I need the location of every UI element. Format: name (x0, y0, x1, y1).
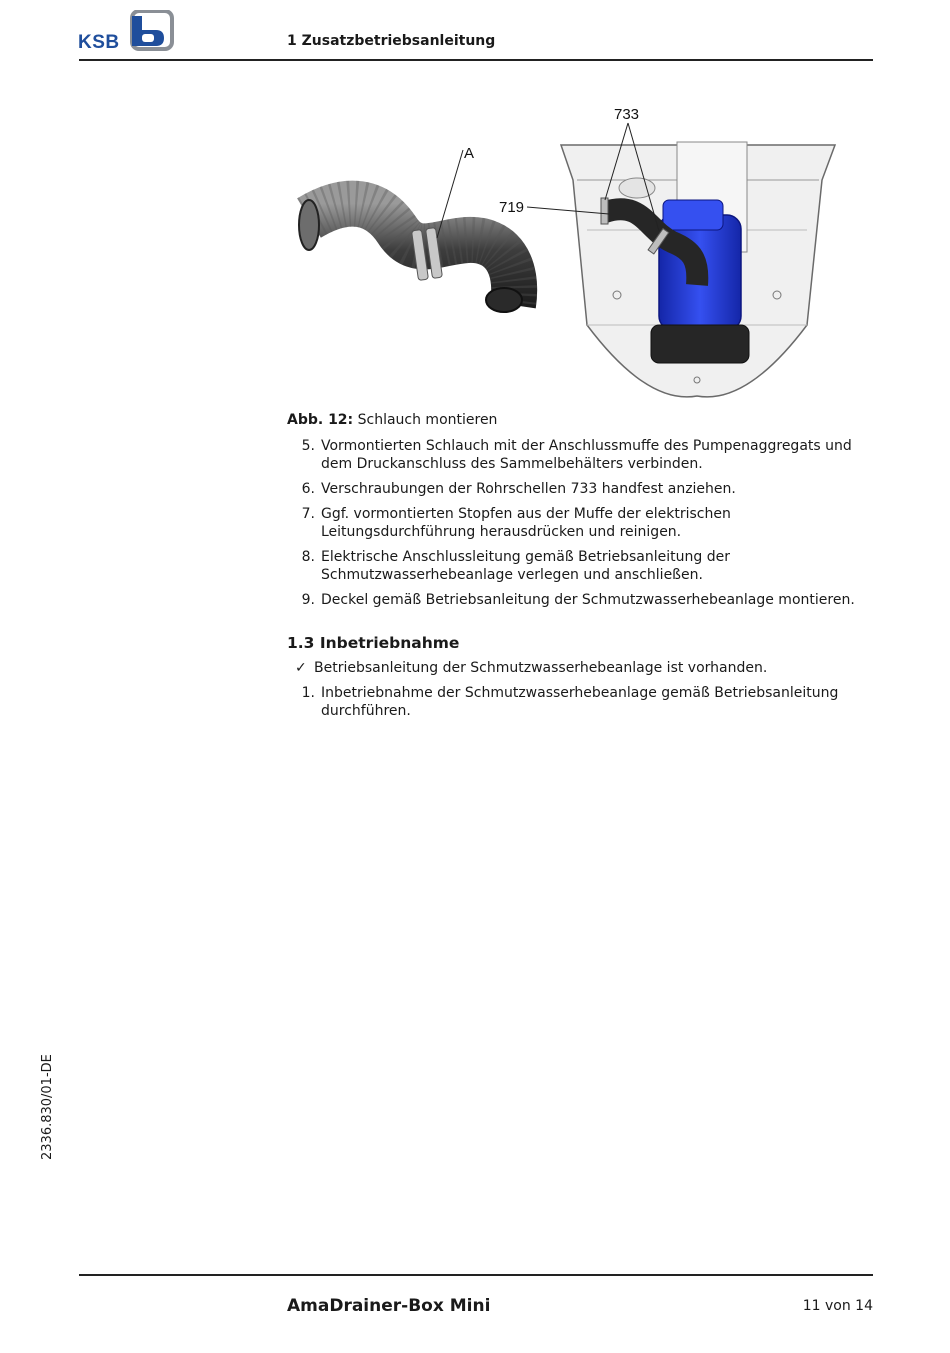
step-text: Elektrische Anschlussleitung gemäß Betriebsanleitung der Schmutzwasserhebeanlage verlegen und anschließen. (321, 549, 730, 583)
figure-caption (287, 412, 497, 428)
figure-hose-assembly (287, 100, 873, 402)
assembly-steps-list (287, 437, 887, 616)
step-text: Ggf. vormontierten Stopfen aus der Muffe der elektrischen Leitungsdurchführung herausdrücken und reinigen. (321, 506, 731, 540)
label-a: A (464, 145, 475, 162)
list-item (287, 480, 887, 498)
section-title: 1.3 Inbetriebnahme (287, 634, 460, 652)
hose-image (299, 199, 525, 312)
ksb-logo (78, 10, 174, 52)
list-item (287, 437, 887, 473)
step-number: 1. (301, 685, 315, 701)
figure-illustration (287, 100, 873, 402)
step-number: 8. (301, 549, 315, 565)
caption-text: Schlauch montieren (353, 412, 498, 428)
prerequisite-text: Betriebsanleitung der Schmutzwasserhebeanlage ist vorhanden. (314, 660, 768, 676)
list-item (287, 591, 887, 609)
page-number: 11 von 14 (802, 1298, 873, 1314)
list-item (287, 548, 887, 584)
checkmark-icon: ✓ (295, 660, 307, 676)
step-number: 6. (301, 481, 315, 497)
label-733: 733 (614, 106, 640, 123)
step-text: Deckel gemäß Betriebsanleitung der Schmutzwasserhebeanlage montieren. (321, 592, 855, 608)
step-text: Verschraubungen der Rohrschellen 733 handfest anziehen. (321, 481, 736, 497)
footer-rule (79, 1274, 873, 1276)
collection-tank-image (561, 142, 835, 397)
caption-prefix: Abb. 12: (287, 412, 354, 428)
label-719: 719 (499, 199, 525, 216)
header-rule (79, 59, 873, 61)
logo-text: KSB (78, 32, 120, 53)
footer-product-name: AmaDrainer-Box Mini (287, 1296, 491, 1316)
step-text: Inbetriebnahme der Schmutzwasserhebeanlage gemäß Betriebsanleitung durchführen. (321, 685, 839, 719)
document-code: 2336.830/01-DE (40, 1054, 55, 1160)
list-item (287, 684, 887, 720)
step-text: Vormontierten Schlauch mit der Anschlussmuffe des Pumpenaggregats und dem Druckanschluss des Sammelbehälters verbinden. (321, 438, 852, 472)
ksb-logo-mark (126, 10, 174, 52)
header-title: 1 Zusatzbetriebsanleitung (287, 33, 496, 49)
step-number: 9. (301, 592, 315, 608)
prerequisite-item (295, 660, 767, 676)
step-number: 5. (301, 438, 315, 454)
commissioning-steps-list (287, 684, 887, 720)
step-number: 7. (301, 506, 315, 522)
list-item (287, 505, 887, 541)
